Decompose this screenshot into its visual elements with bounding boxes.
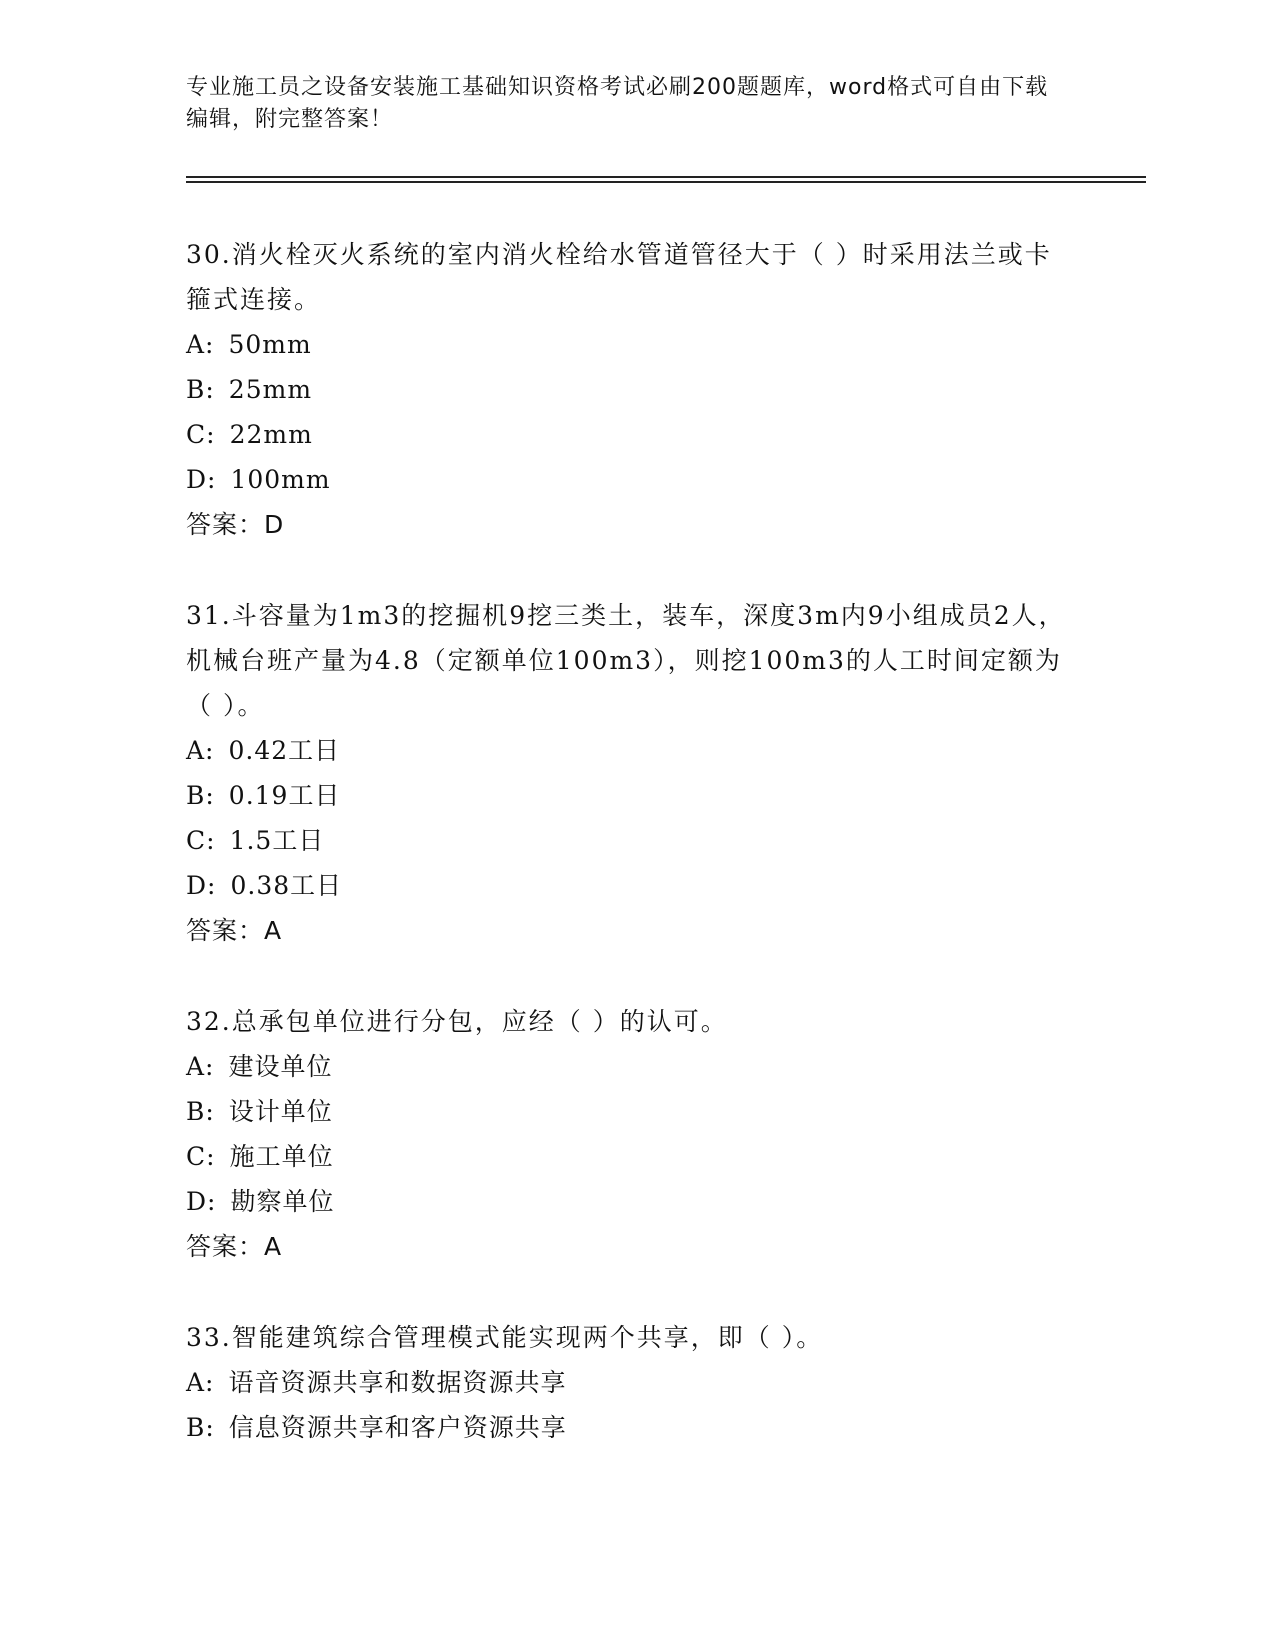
option-text: 0.42工日 (228, 736, 341, 765)
header-rule-bottom (186, 181, 1146, 183)
question-text: 32.总承包单位进行分包，应经（ ）的认可。 (186, 1007, 728, 1036)
option-c (186, 1134, 1066, 1179)
option-text: 0.38工日 (230, 871, 343, 900)
option-key: C: (186, 826, 216, 855)
option-key: B: (186, 375, 215, 404)
option-key: C: (186, 1142, 216, 1171)
option-key: C: (186, 420, 216, 449)
question-33 (186, 1315, 1066, 1450)
option-key: D: (186, 465, 217, 494)
option-c (186, 818, 1066, 863)
option-key: B: (186, 1413, 215, 1442)
answer-value: A (264, 1232, 283, 1261)
option-key: A: (186, 330, 215, 359)
option-text: 0.19工日 (228, 781, 341, 810)
option-text: 1.5工日 (229, 826, 325, 855)
option-b (186, 1089, 1066, 1134)
option-a (186, 322, 1066, 367)
header-rule-top (186, 176, 1146, 178)
option-text: 25mm (228, 375, 313, 404)
option-key: D: (186, 1187, 217, 1216)
option-a (186, 728, 1066, 773)
question-30 (186, 232, 1066, 547)
answer-label: 答案： (186, 916, 265, 945)
option-d (186, 1179, 1066, 1224)
option-a (186, 1360, 1066, 1405)
question-text: 30.消火栓灭火系统的室内消火栓给水管道管径大于（ ）时采用法兰或卡箍式连接。 (186, 240, 1052, 314)
answer-line (186, 502, 1066, 547)
answer-label: 答案： (186, 1232, 265, 1261)
answer-line (186, 1224, 1066, 1269)
answer-label: 答案： (186, 510, 265, 539)
option-d (186, 457, 1066, 502)
option-text: 建设单位 (228, 1052, 333, 1081)
option-d (186, 863, 1066, 908)
option-c (186, 412, 1066, 457)
question-text: 33.智能建筑综合管理模式能实现两个共享，即（ ）。 (186, 1323, 824, 1352)
question-list (186, 232, 1066, 1496)
question-31 (186, 593, 1066, 953)
document-header: 专业施工员之设备安装施工基础知识资格考试必刷200题题库，word格式可自由下载编辑，附完整答案！ (186, 75, 1049, 132)
answer-line (186, 908, 1066, 953)
option-key: B: (186, 781, 215, 810)
option-text: 勘察单位 (230, 1187, 335, 1216)
option-text: 语音资源共享和数据资源共享 (228, 1368, 567, 1397)
option-text: 100mm (230, 465, 331, 494)
option-text: 22mm (229, 420, 313, 449)
option-a (186, 1044, 1066, 1089)
option-text: 设计单位 (228, 1097, 333, 1126)
question-32 (186, 999, 1066, 1269)
option-key: A: (186, 1368, 215, 1397)
answer-value: A (264, 916, 283, 945)
option-b (186, 1405, 1066, 1450)
option-key: A: (186, 1052, 215, 1081)
option-b (186, 773, 1066, 818)
option-text: 50mm (228, 330, 312, 359)
option-b (186, 367, 1066, 412)
option-key: D: (186, 871, 217, 900)
question-text: 31.斗容量为1m3的挖掘机9挖三类土，装车，深度3m内9小组成员2人，机械台班产量为4.8（定额单位100m3），则挖100m3的人工时间定额为（ ）。 (186, 601, 1066, 720)
option-text: 施工单位 (229, 1142, 334, 1171)
answer-value: D (264, 510, 285, 539)
option-key: A: (186, 736, 215, 765)
option-text: 信息资源共享和客户资源共享 (228, 1413, 567, 1442)
option-key: B: (186, 1097, 215, 1126)
